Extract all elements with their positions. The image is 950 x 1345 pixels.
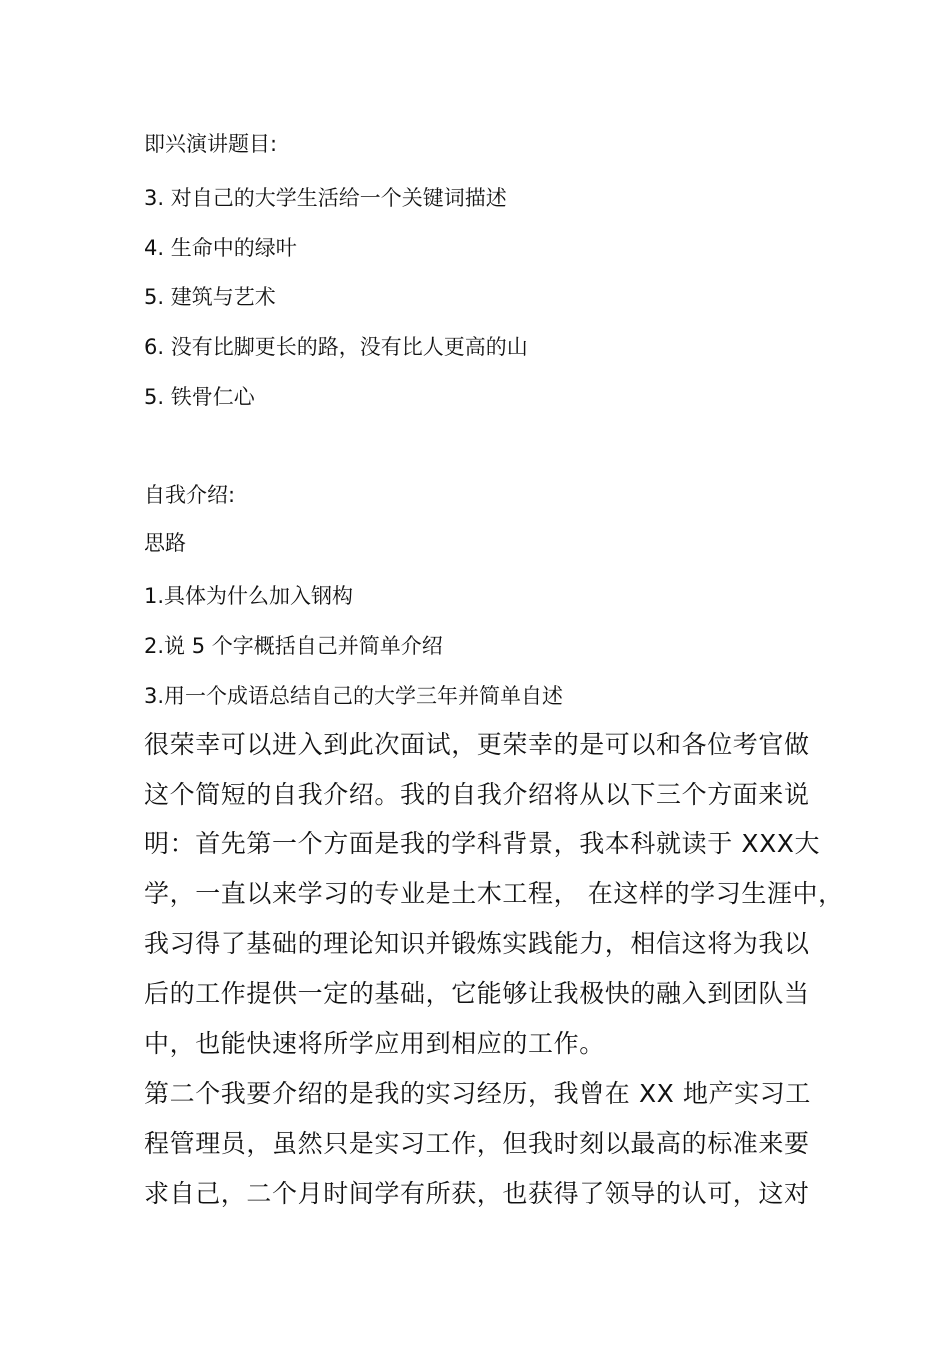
- list-item: 5. 铁骨仁心: [144, 385, 255, 409]
- list-item: 1.具体为什么加入钢构: [144, 584, 354, 608]
- section-title-impromptu: 即兴演讲题目:: [144, 132, 278, 156]
- list-item: 3. 对自己的大学生活给一个关键词描述: [144, 186, 507, 210]
- body-line: 我习得了基础的理论知识并锻炼实践能力，相信这将为我以: [144, 929, 810, 958]
- body-line: 这个简短的自我介绍。我的自我介绍将从以下三个方面来说: [144, 780, 810, 809]
- list-item: 6. 没有比脚更长的路，没有比人更高的山: [144, 335, 528, 359]
- body-line: 求自己，二个月时间学有所获，也获得了领导的认可，这对: [144, 1179, 810, 1208]
- list-item: 4. 生命中的绿叶: [144, 236, 297, 260]
- body-line: 后的工作提供一定的基础，它能够让我极快的融入到团队当: [144, 979, 810, 1008]
- body-line: 学，一直以来学习的专业是土木工程， 在这样的学习生涯中，: [144, 879, 844, 908]
- body-line: 很荣幸可以进入到此次面试，更荣幸的是可以和各位考官做: [144, 730, 810, 759]
- body-line: 程管理员，虽然只是实习工作，但我时刻以最高的标准来要: [144, 1129, 810, 1158]
- list-item: 3.用一个成语总结自己的大学三年并简单自述: [144, 684, 564, 708]
- section-subtitle: 思路: [144, 531, 186, 555]
- list-item: 2.说 5 个字概括自己并简单介绍: [144, 634, 443, 658]
- list-item: 5. 建筑与艺术: [144, 285, 276, 309]
- body-line: 第二个我要介绍的是我的实习经历，我曾在 XX 地产实习工: [144, 1079, 811, 1108]
- body-line: 明：首先第一个方面是我的学科背景，我本科就读于 XXX大: [144, 829, 821, 858]
- section-title-self-intro: 自我介绍:: [144, 483, 236, 507]
- body-line: 中，也能快速将所学应用到相应的工作。: [144, 1029, 605, 1058]
